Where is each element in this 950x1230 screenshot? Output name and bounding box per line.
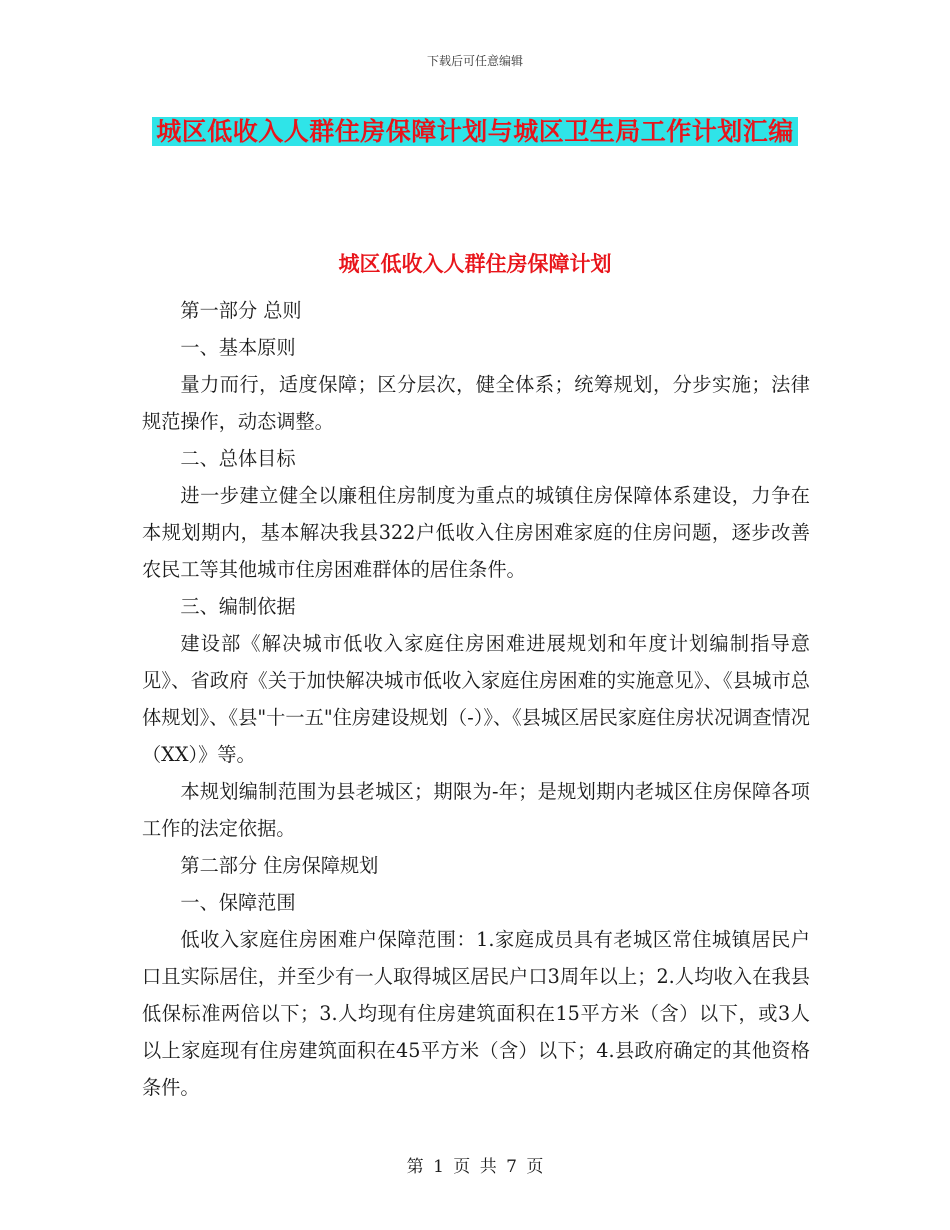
paragraph: 三、编制依据 bbox=[180, 595, 296, 618]
paragraph: 进一步建立健全以廉租住房制度为重点的城镇住房保障体系建设，力争在本规划期内，基本解决我县322户低收入住房困难家庭的住房问题，逐步改善农民工等其他城市住房困难群体的居住条件。 bbox=[142, 484, 810, 581]
section-title: 城区低收入人群住房保障计划 bbox=[338, 252, 612, 276]
paragraph: 本规划编制范围为县老城区；期限为-年；是规划期内老城区住房保障各项工作的法定依据。 bbox=[142, 780, 810, 840]
paragraph: 第二部分 住房保障规划 bbox=[180, 854, 379, 877]
paragraph: 低收入家庭住房困难户保障范围：1.家庭成员具有老城区常住城镇居民户口且实际居住，并至少有一人取得城区居民户口3周年以上；2.人均收入在我县低保标准两倍以下；3.人均现有住房建筑面积在15平方米（含）以下，或3人以上家庭现有住房建筑面积在45平方米（含）以下；4.县政府确定的其他资格条件。 bbox=[142, 928, 810, 1099]
paragraph: 第一部分 总则 bbox=[180, 299, 302, 322]
paragraph: 一、基本原则 bbox=[180, 336, 296, 359]
document-title-text: 城区低收入人群住房保障计划与城区卫生局工作计划汇编 bbox=[152, 117, 798, 146]
page-number-footer: 第 1 页 共 7 页 bbox=[406, 1157, 544, 1177]
paragraph: 量力而行，适度保障；区分层次，健全体系；统筹规划，分步实施；法律规范操作，动态调整。 bbox=[142, 373, 810, 433]
paragraph: 二、总体目标 bbox=[180, 447, 296, 470]
header-note: 下载后可任意编辑 bbox=[426, 54, 523, 68]
paragraph: 建设部《解决城市低收入家庭住房困难进展规划和年度计划编制指导意见》、省政府《关于加快解决城市低收入家庭住房困难的实施意见》、《县城市总体规划》、《县"十一五"住房建设规划（-）》、《县城区居民家庭住房状况调查情况（XX）》等。 bbox=[142, 632, 810, 766]
document-body bbox=[142, 292, 810, 1106]
document-title bbox=[140, 110, 810, 154]
paragraph: 一、保障范围 bbox=[180, 891, 296, 914]
